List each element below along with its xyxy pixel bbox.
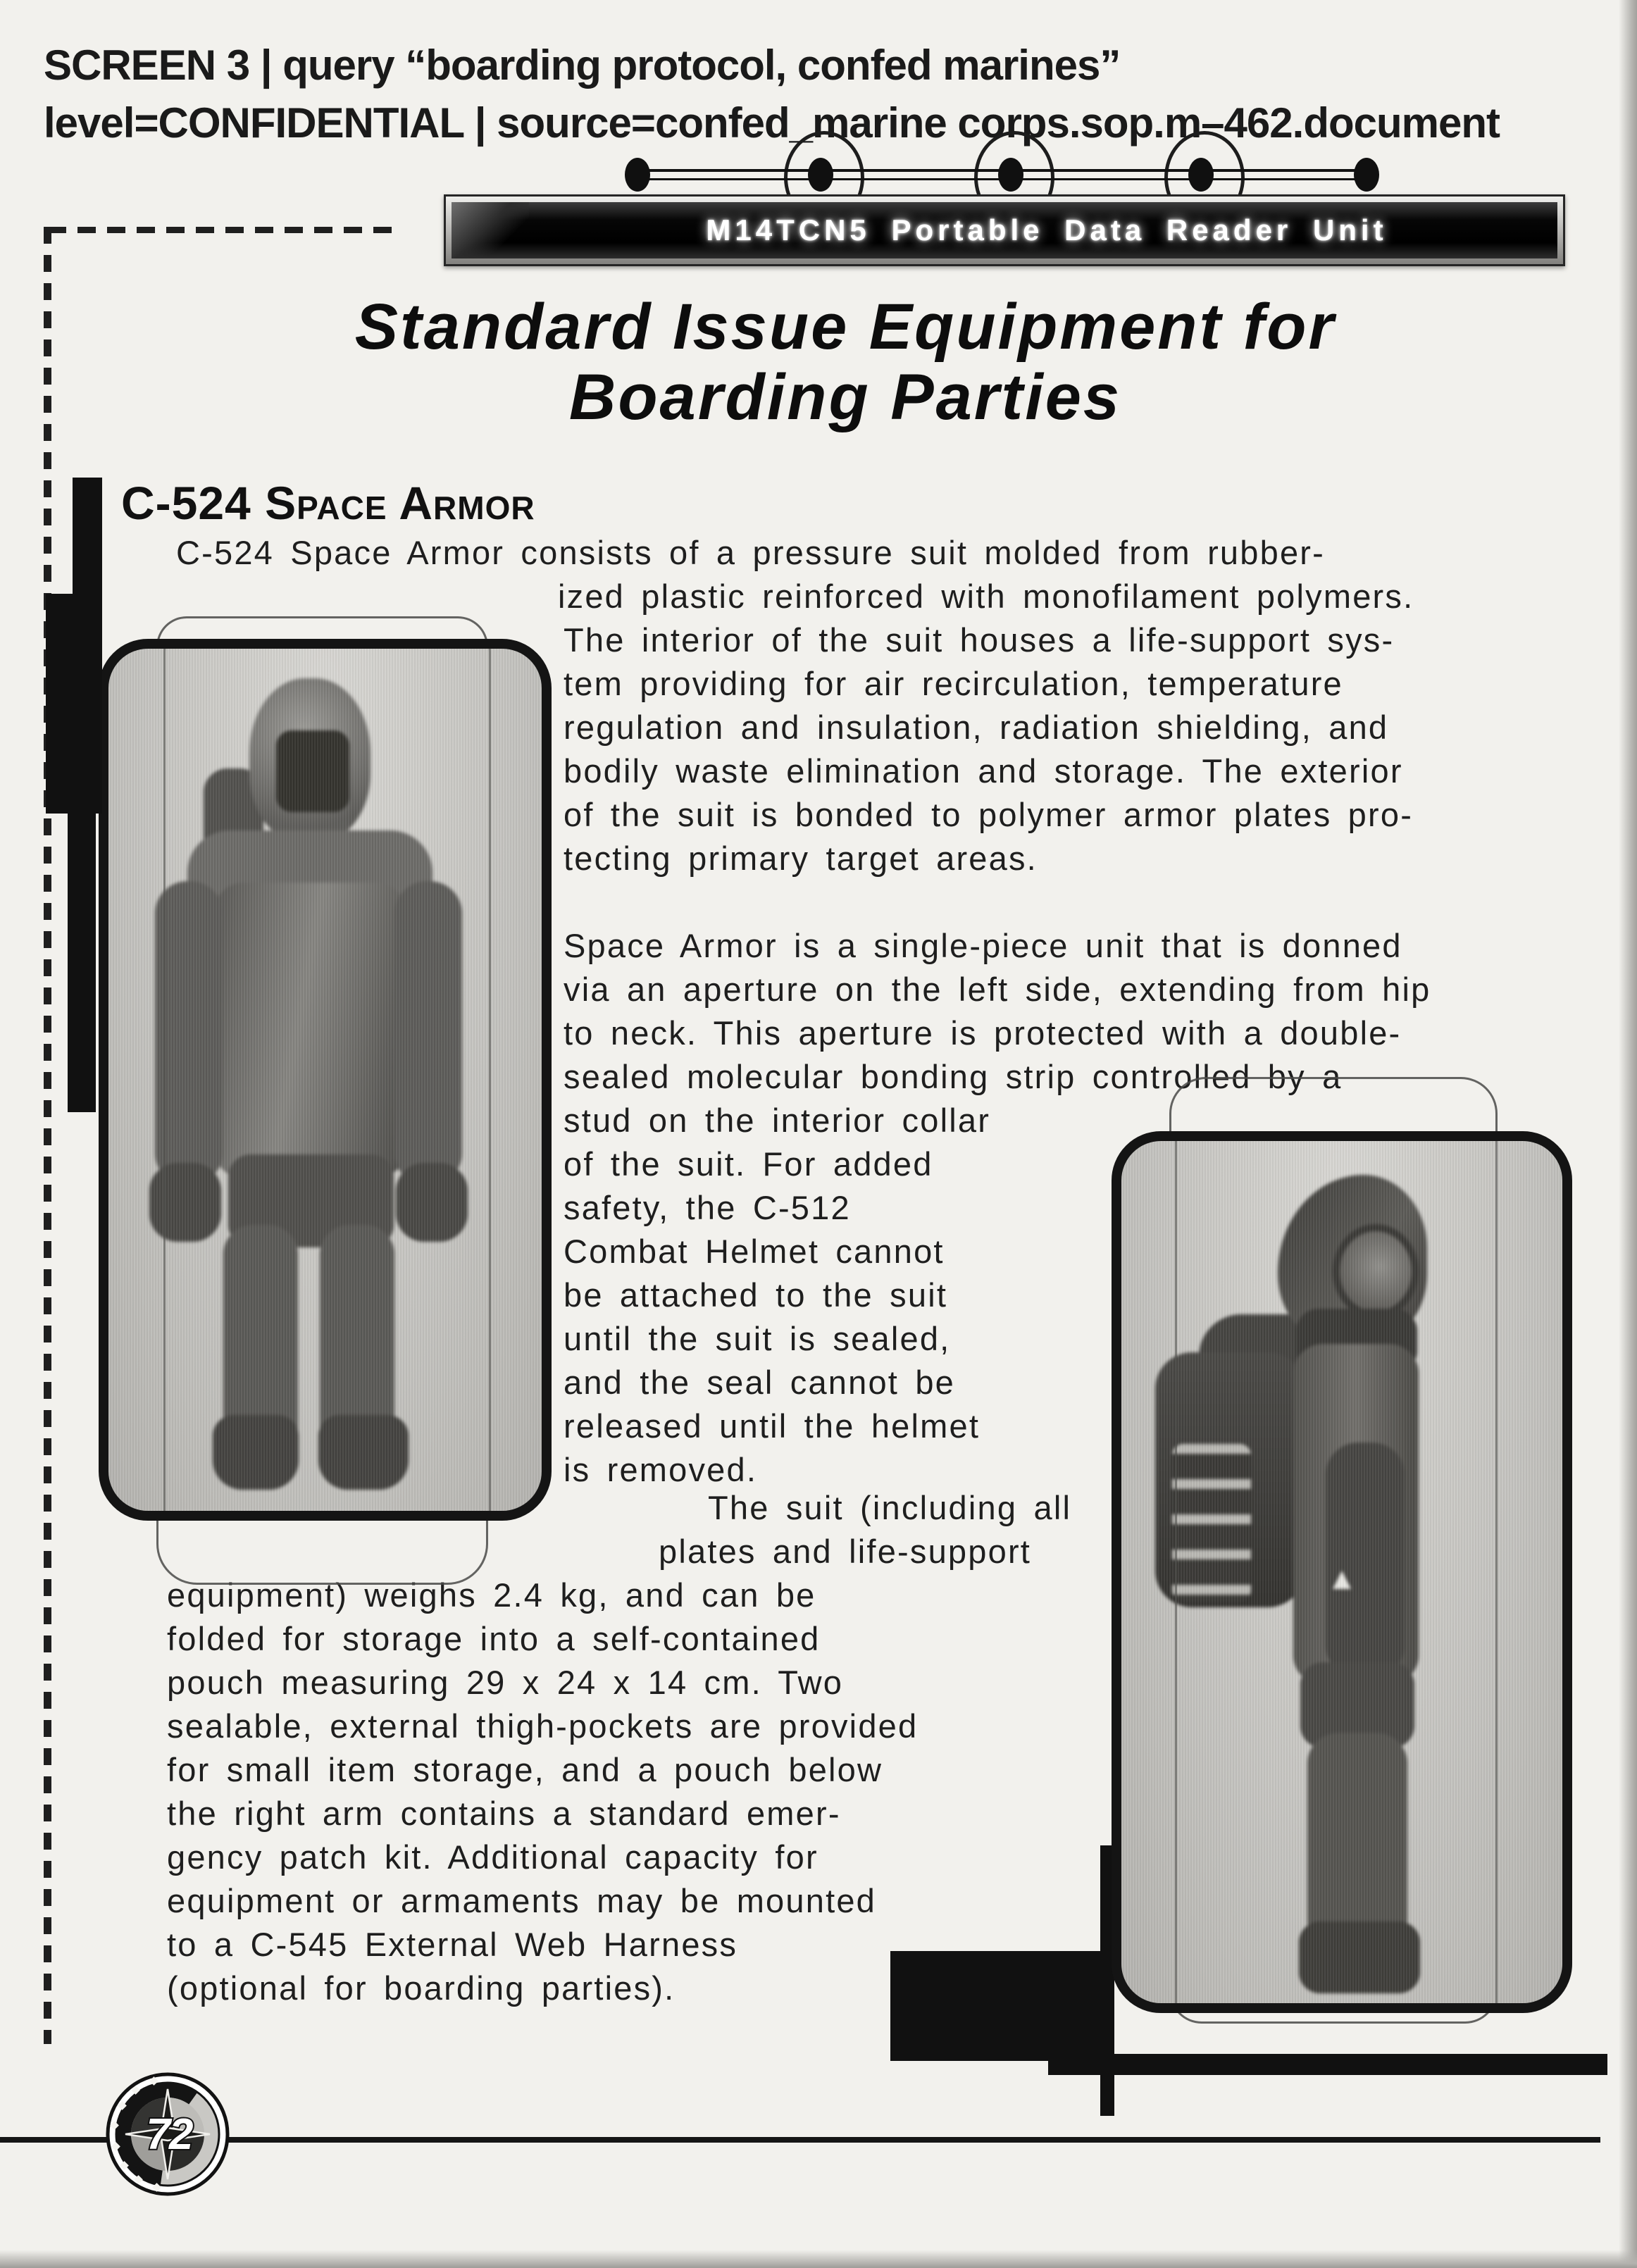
body-text-line: equipment or armaments may be mounted	[167, 1882, 877, 1919]
body-text-line: until the suit is sealed,	[564, 1320, 951, 1357]
body-text-line: folded for storage into a self-contained	[167, 1620, 821, 1657]
photo-inner-outline	[1175, 1131, 1498, 2013]
body-text-line: and the seal cannot be	[564, 1364, 955, 1401]
data-reader-banner	[444, 194, 1565, 266]
body-text-line: The suit (including all	[708, 1489, 1072, 1526]
page-title-line-1: Standard Issue Equipment for	[354, 291, 1336, 363]
body-text-line: Space Armor is a single-piece unit that is donned	[564, 927, 1402, 964]
body-text-line: the right arm contains a standard emer-	[167, 1795, 841, 1832]
body-text-line: for small item storage, and a pouch below	[167, 1751, 883, 1788]
compass-star-icon	[106, 2072, 230, 2196]
connector-dot-icon	[998, 158, 1023, 192]
photo-inner-outline	[163, 639, 491, 1521]
header-source-line: level=CONFIDENTIAL | source=confed_marine corps.sop.m–462.document	[44, 99, 1500, 147]
margin-bar-decoration	[73, 478, 102, 594]
body-text-line: via an aperture on the left side, extending from hip	[564, 971, 1431, 1008]
body-text-line: of the suit. For added	[564, 1145, 933, 1183]
banner-label: M14TCN5 Portable Data Reader Unit	[706, 213, 1388, 247]
body-text-line: to neck. This aperture is protected with a double-	[564, 1014, 1402, 1052]
corner-bar-decoration	[1048, 2054, 1607, 2075]
body-text-line: to a C-545 External Web Harness	[167, 1926, 738, 1963]
body-text-line: of the suit is bonded to polymer armor plates pro-	[564, 796, 1414, 833]
section-heading: C-524 Space Armor	[121, 477, 535, 529]
page-title-line-2: Boarding Parties	[568, 361, 1122, 433]
body-text-line: The interior of the suit houses a life-support sys-	[564, 621, 1395, 659]
body-text-line: sealed molecular bonding strip controlled by a	[564, 1058, 1343, 1095]
photo-outline-tab	[1169, 1077, 1498, 1139]
body-text-line: is removed.	[564, 1451, 758, 1488]
margin-bar-decoration	[46, 594, 102, 814]
body-text-line: be attached to the suit	[564, 1276, 948, 1314]
banner-screen	[452, 202, 1557, 258]
body-text-line: bodily waste elimination and storage. The exterior	[564, 752, 1403, 790]
page-title	[183, 292, 1507, 432]
page-edge	[1619, 0, 1637, 2268]
body-text-line: safety, the C-512	[564, 1189, 851, 1226]
connector-dot-icon	[1188, 158, 1214, 192]
connector-dot-icon	[1354, 158, 1379, 192]
photo-space-armor-front	[99, 639, 552, 1521]
body-text-line: pouch measuring 29 x 24 x 14 cm. Two	[167, 1664, 844, 1701]
connector-dot-icon	[808, 158, 833, 192]
page-number: 72	[146, 2110, 192, 2159]
connector-dot-icon	[625, 158, 650, 192]
header-query-line: SCREEN 3 | query “boarding protocol, confed marines”	[44, 42, 1121, 89]
body-text-line: tecting primary target areas.	[564, 840, 1038, 877]
photo-space-armor-side	[1112, 1131, 1572, 2013]
dashed-border-top	[48, 227, 392, 233]
body-text-line: ized plastic reinforced with monofilament polymers.	[558, 578, 1414, 615]
page-edge	[0, 2250, 1637, 2268]
body-text-line: (optional for boarding parties).	[167, 1969, 676, 2007]
body-text-line: Combat Helmet cannot	[564, 1233, 945, 1270]
body-text-line: gency patch kit. Additional capacity for	[167, 1838, 818, 1876]
body-text-line: equipment) weighs 2.4 kg, and can be	[167, 1576, 816, 1614]
body-text-line: stud on the interior collar	[564, 1102, 991, 1139]
body-text-line: plates and life-support	[659, 1533, 1032, 1570]
footer-rule	[0, 2137, 1600, 2143]
body-text-line: sealable, external thigh-pockets are provided	[167, 1707, 919, 1745]
dashed-border-left	[44, 227, 51, 2044]
corner-square-decoration	[890, 1951, 1110, 2061]
body-text-line: tem providing for air recirculation, temperature	[564, 665, 1343, 702]
body-text-line: C-524 Space Armor consists of a pressure suit molded from rubber-	[176, 534, 1325, 571]
page-number-badge	[106, 2072, 230, 2196]
margin-bar-decoration	[68, 812, 96, 1112]
body-text-line: regulation and insulation, radiation shielding, and	[564, 709, 1389, 746]
body-text-line: released until the helmet	[564, 1407, 981, 1445]
